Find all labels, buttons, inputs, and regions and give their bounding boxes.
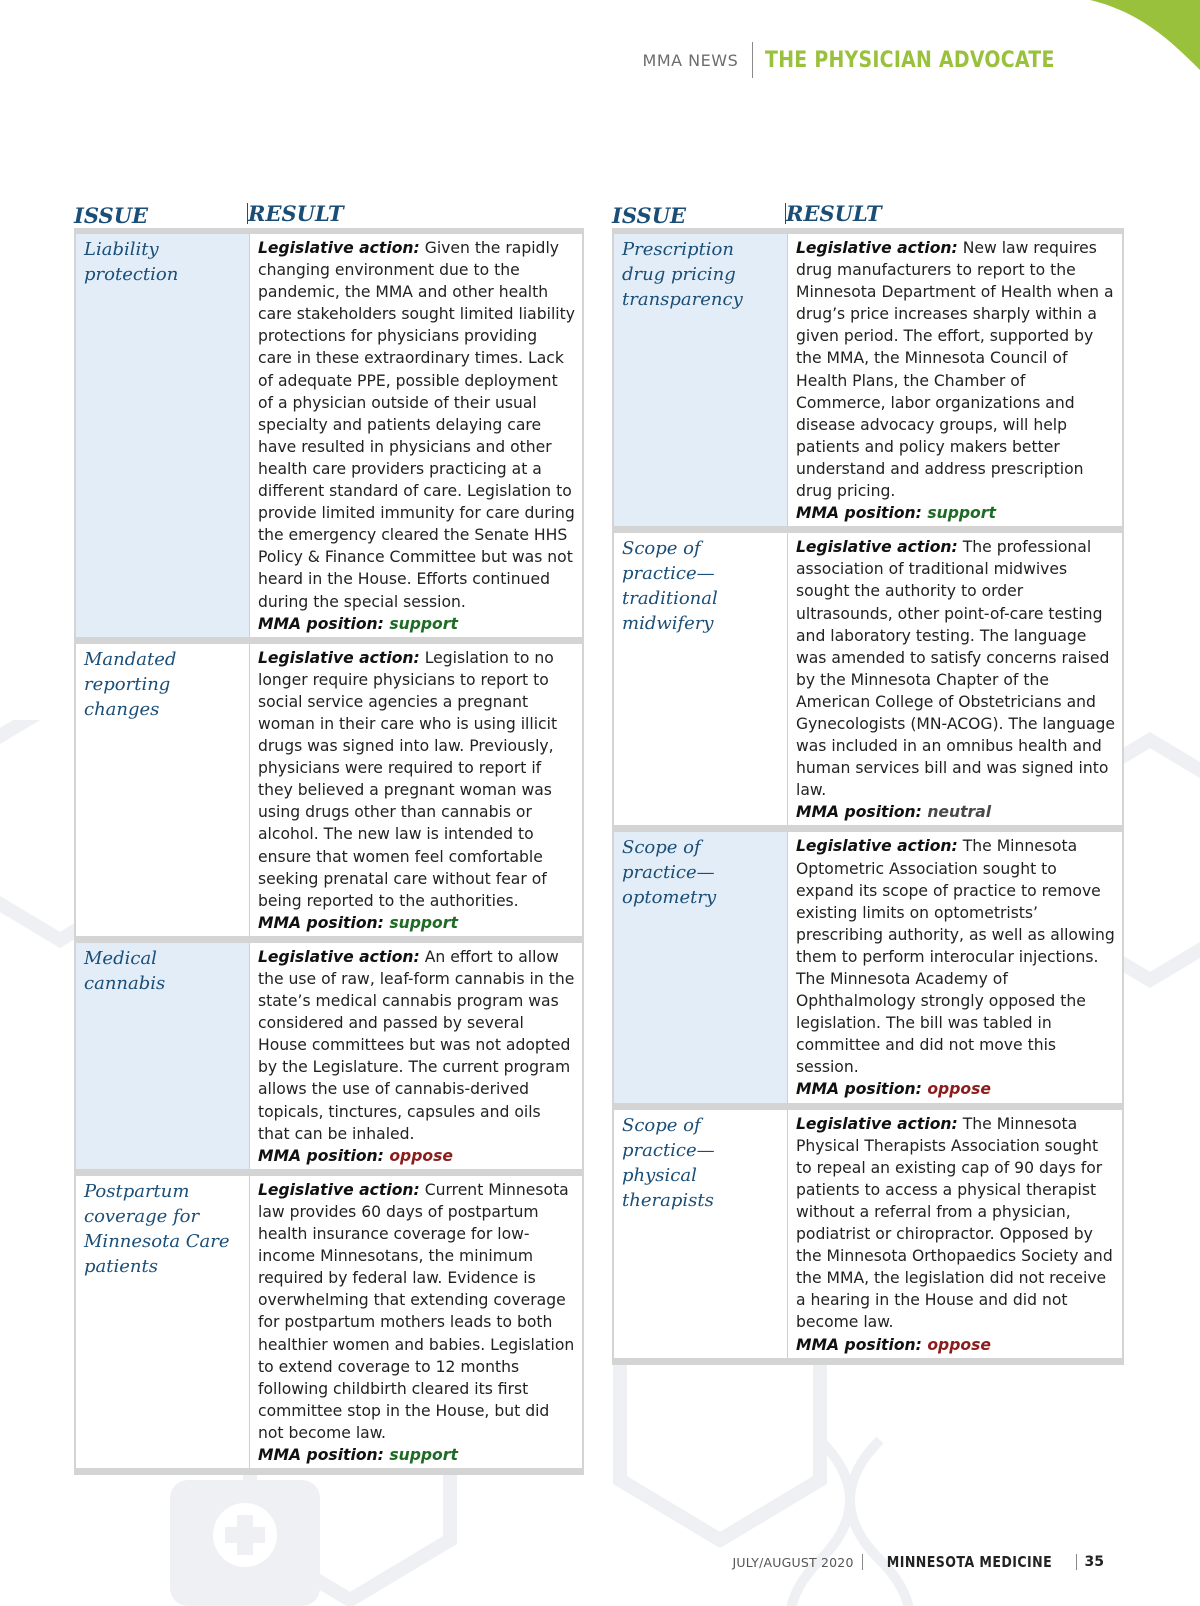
- result-column-header: RESULT: [786, 201, 882, 226]
- result-column-header: RESULT: [248, 201, 344, 226]
- issue-cell: Mandated reporting changes: [76, 644, 250, 936]
- legislative-action-text: New law requires drug manufacturers to report to the Minnesota Department of Health when a drug’s price increases sharply within a given period. The effort, supported by the MMA, the Minnesota Council of Health Plans, the Chamber of Commerce, labor organizations and disease advocacy groups, will help patients and policy makers better understand and address prescription drug pricing.: [796, 239, 1114, 501]
- mma-position-value: oppose: [927, 1335, 991, 1354]
- right-issue-table: [612, 201, 1124, 1365]
- result-cell: [788, 234, 1122, 526]
- result-cell: [788, 533, 1122, 825]
- legislative-action-text: The Minnesota Optometric Association sought to expand its scope of practice to remove existing limits on optometrists’ prescribing authority, as well as allowing them to perform interocular injections. The Minnesota Academy of Ophthalmology strongly opposed the legislation. The bill was tabled in committee and did not move this session.: [796, 837, 1115, 1077]
- legislative-action-label: Legislative action:: [796, 837, 958, 856]
- mma-position-value: support: [389, 614, 458, 633]
- table-row: [76, 234, 582, 644]
- section-label: MMA NEWS: [642, 50, 739, 70]
- legislative-action-label: Legislative action:: [258, 1180, 420, 1199]
- table-row: [614, 832, 1122, 1109]
- page-footer: [733, 1553, 1104, 1571]
- table-row: [76, 644, 582, 943]
- legislative-action-label: Legislative action:: [796, 239, 958, 257]
- corner-decoration-icon: [1090, 0, 1200, 70]
- result-cell: [788, 832, 1122, 1102]
- table-row: [614, 1110, 1122, 1365]
- mma-position-label: MMA position:: [258, 1146, 384, 1165]
- page-number: 35: [1084, 1554, 1104, 1570]
- table-row: [76, 1176, 582, 1475]
- issue-cell: Prescription drug pricing transparency: [614, 234, 788, 526]
- mma-position-value: support: [389, 913, 458, 932]
- issue-cell: Liability protection: [76, 234, 250, 637]
- issue-cell: Scope of practice—physical therapists: [614, 1110, 788, 1358]
- mma-position-label: MMA position:: [258, 1445, 384, 1464]
- legislative-action-text: Legislation to no longer require physicians to report to social service agencies a pregnant woman in their care who is using illicit drugs was signed into law. Previously, physicians were required to report if they believed a pregnant woman was using drugs other than cannabis or alcohol. The new law is intended to ensure that women feel comfortable seeking prenatal care without fear of being reported to the authorities.: [258, 648, 558, 910]
- issue-cell: Scope of practice—optometry: [614, 832, 788, 1102]
- mma-position-label: MMA position:: [796, 803, 922, 822]
- legislative-action-text: The Minnesota Physical Therapists Association sought to repeal an existing cap of 90 days for patients to access a physical therapist without a referral from a physician, podiatrist or chiropractor. Opposed by the Minnesota Orthopaedics Society and the MMA, the legislation did not receive a hearing in the House and did not become law.: [796, 1114, 1113, 1332]
- footer-divider: [1076, 1554, 1077, 1570]
- mma-position-label: MMA position:: [796, 504, 922, 523]
- legislative-action-label: Legislative action:: [796, 1114, 958, 1133]
- result-cell: [250, 644, 582, 936]
- result-cell: [250, 943, 582, 1169]
- left-issue-table: [74, 201, 584, 1475]
- issue-column-header: ISSUE: [612, 203, 687, 228]
- legislative-action-text: An effort to allow the use of raw, leaf-form cannabis in the state’s medical cannabis program was considered and passed by several House committees but was not adopted by the Legislature. The current program allows the use of cannabis-derived topicals, tinctures, capsules and oils that can be inhaled.: [258, 947, 575, 1143]
- table-header: [612, 201, 1124, 234]
- legislative-action-label: Legislative action:: [258, 947, 420, 966]
- mma-position-value: support: [927, 504, 996, 523]
- result-cell: [788, 1110, 1122, 1358]
- issue-cell: Scope of practice—traditional midwifery: [614, 533, 788, 825]
- legislative-action-text: Given the rapidly changing environment due to the pandemic, the MMA and other health care stakeholders sought limited liability protections for physicians providing care in these extraordinary times. Lack of adequate PPE, possible deployment of a physician outside of their usual specialty and patients delaying care have resulted in physicians and other health care providers practicing at a different standard of care. Legislation to provide limited immunity for care during the emergency cleared the Senate HHS Policy & Finance Committee but was not heard in the House. Efforts continued during the special session.: [258, 239, 575, 611]
- table-header: [74, 201, 584, 234]
- issue-cell: Postpartum coverage for Minnesota Care patients: [76, 1176, 250, 1468]
- mma-position-label: MMA position:: [796, 1080, 922, 1099]
- legislative-action-text: Current Minnesota law provides 60 days of postpartum health insurance coverage for low-income Minnesotans, the minimum required by federal law. Evidence is overwhelming that extending coverage for postpartum mothers leads to both healthier women and babies. Legislation to extend coverage to 12 months following childbirth cleared its first committee stop in the House, but did not become law.: [258, 1180, 575, 1442]
- legislative-action-label: Legislative action:: [258, 648, 420, 667]
- footer-divider: [862, 1554, 863, 1570]
- table-row: [614, 533, 1122, 832]
- issue-column-header: ISSUE: [74, 203, 149, 228]
- mma-position-value: support: [389, 1445, 458, 1464]
- legislative-action-text: The professional association of traditional midwives sought the authority to order ultrasounds, other point-of-care testing and laboratory testing. The language was amended to satisfy concerns raised by the Minnesota Chapter of the American College of Obstetricians and Gynecologists (MN-ACOG). The language was included in an omnibus health and human services bill and was signed into law.: [796, 538, 1116, 800]
- issue-cell: Medical cannabis: [76, 943, 250, 1169]
- table-row: [614, 234, 1122, 533]
- mma-position-label: MMA position:: [258, 913, 384, 932]
- result-cell: [250, 234, 582, 637]
- result-cell: [250, 1176, 582, 1468]
- legislative-action-label: Legislative action:: [796, 538, 958, 557]
- publication-name: MINNESOTA MEDICINE: [886, 1553, 1052, 1571]
- mma-position-label: MMA position:: [796, 1335, 922, 1354]
- legislative-action-label: Legislative action:: [258, 239, 420, 257]
- mma-position-value: neutral: [927, 803, 992, 822]
- mma-position-value: oppose: [389, 1146, 453, 1165]
- section-title: THE PHYSICIAN ADVOCATE: [765, 47, 1055, 73]
- issue-date: JULY/AUGUST 2020: [732, 1554, 854, 1570]
- table-row: [76, 943, 582, 1176]
- mma-position-label: MMA position:: [258, 614, 384, 633]
- page-header: [643, 40, 1104, 80]
- mma-position-value: oppose: [927, 1080, 991, 1099]
